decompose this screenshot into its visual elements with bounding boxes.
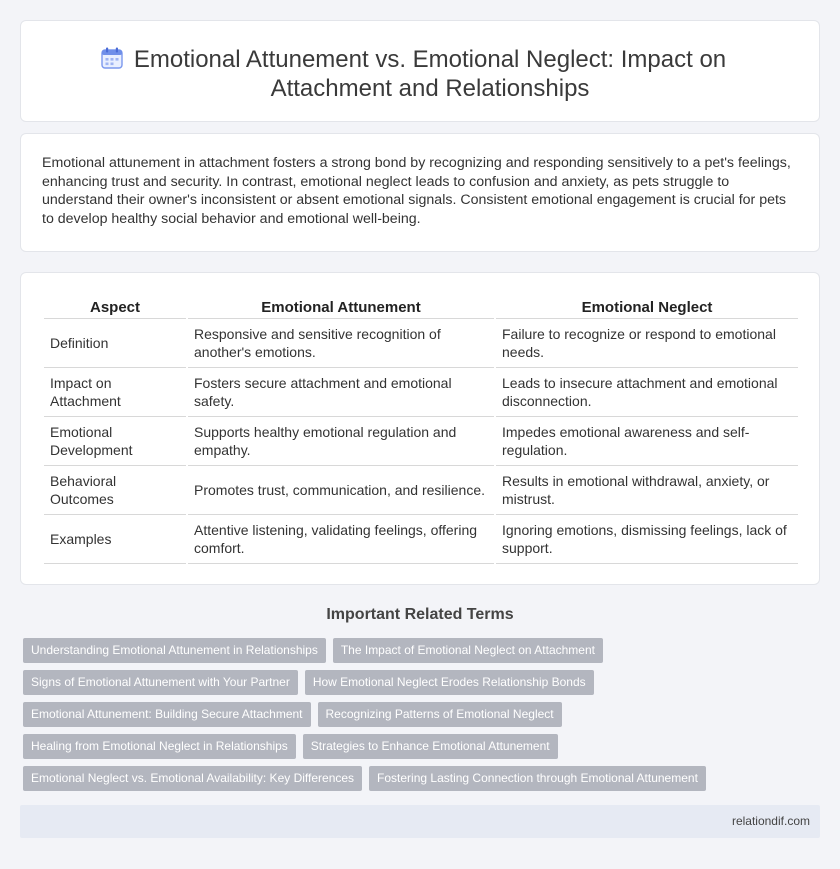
related-terms-heading: Important Related Terms bbox=[326, 606, 514, 623]
related-terms-list bbox=[23, 638, 813, 798]
related-term-link[interactable]: How Emotional Neglect Erodes Relationship Bonds bbox=[305, 670, 594, 695]
table-cell: Ignoring emotions, dismissing feelings, lack of support. bbox=[496, 515, 798, 564]
table-cell: Definition bbox=[44, 319, 186, 368]
header-neglect: Emotional Neglect bbox=[496, 295, 798, 319]
tag-row bbox=[23, 766, 813, 798]
page-title: Emotional Attunement vs. Emotional Neglect: Impact on Attachment and Relationships bbox=[133, 46, 727, 102]
table-cell: Leads to insecure attachment and emotional disconnection. bbox=[496, 368, 798, 417]
table-cell: Promotes trust, communication, and resilience. bbox=[188, 466, 494, 515]
footer-site-name: relationdif.com bbox=[731, 814, 810, 828]
related-term-link[interactable]: Strategies to Enhance Emotional Attunement bbox=[303, 734, 558, 759]
table-cell: Supports healthy emotional regulation and empathy. bbox=[188, 417, 494, 466]
intro-card bbox=[20, 133, 820, 252]
comparison-card bbox=[20, 272, 820, 585]
intro-paragraph: Emotional attunement in attachment fosters a strong bond by recognizing and responding sensitively to a pet's feelings, enhancing trust and security. In contrast, emotional neglect leads to confusion and anxiety, as pets struggle to understand their owner's inconsistent or absent emotional signals. Consistent emotional engagement is crucial for pets to develop healthy social behavior and emotional well-being. bbox=[42, 155, 791, 227]
table-cell: Failure to recognize or respond to emotional needs. bbox=[496, 319, 798, 368]
related-term-link[interactable]: Healing from Emotional Neglect in Relationships bbox=[23, 734, 296, 759]
table-header-row bbox=[44, 295, 798, 319]
table-row bbox=[44, 515, 798, 564]
table-cell: Attentive listening, validating feelings, offering comfort. bbox=[188, 515, 494, 564]
related-term-link[interactable]: The Impact of Emotional Neglect on Attachment bbox=[333, 638, 603, 663]
tag-row bbox=[23, 702, 813, 734]
tag-row bbox=[23, 638, 813, 670]
table-cell: Responsive and sensitive recognition of another's emotions. bbox=[188, 319, 494, 368]
related-term-link[interactable]: Signs of Emotional Attunement with Your Partner bbox=[23, 670, 298, 695]
footer bbox=[20, 805, 820, 838]
table-cell: Examples bbox=[44, 515, 186, 564]
table-row bbox=[44, 368, 798, 417]
header-attunement: Emotional Attunement bbox=[188, 295, 494, 319]
related-term-link[interactable]: Emotional Attunement: Building Secure Attachment bbox=[23, 702, 311, 727]
table-cell: Fosters secure attachment and emotional safety. bbox=[188, 368, 494, 417]
title-card bbox=[20, 20, 820, 122]
table-cell: Results in emotional withdrawal, anxiety, or mistrust. bbox=[496, 466, 798, 515]
table-cell: Impedes emotional awareness and self-regulation. bbox=[496, 417, 798, 466]
table-cell: Emotional Development bbox=[44, 417, 186, 466]
table-row bbox=[44, 417, 798, 466]
comparison-table bbox=[42, 295, 800, 564]
table-row bbox=[44, 319, 798, 368]
tag-row bbox=[23, 670, 813, 702]
tag-row bbox=[23, 734, 813, 766]
table-cell: Impact on Attachment bbox=[44, 368, 186, 417]
related-term-link[interactable]: Recognizing Patterns of Emotional Neglect bbox=[318, 702, 562, 727]
header-aspect: Aspect bbox=[44, 295, 186, 319]
table-cell: Behavioral Outcomes bbox=[44, 466, 186, 515]
related-term-link[interactable]: Understanding Emotional Attunement in Relationships bbox=[23, 638, 326, 663]
table-row bbox=[44, 466, 798, 515]
related-term-link[interactable]: Emotional Neglect vs. Emotional Availability: Key Differences bbox=[23, 766, 362, 791]
related-term-link[interactable]: Fostering Lasting Connection through Emotional Attunement bbox=[369, 766, 706, 791]
